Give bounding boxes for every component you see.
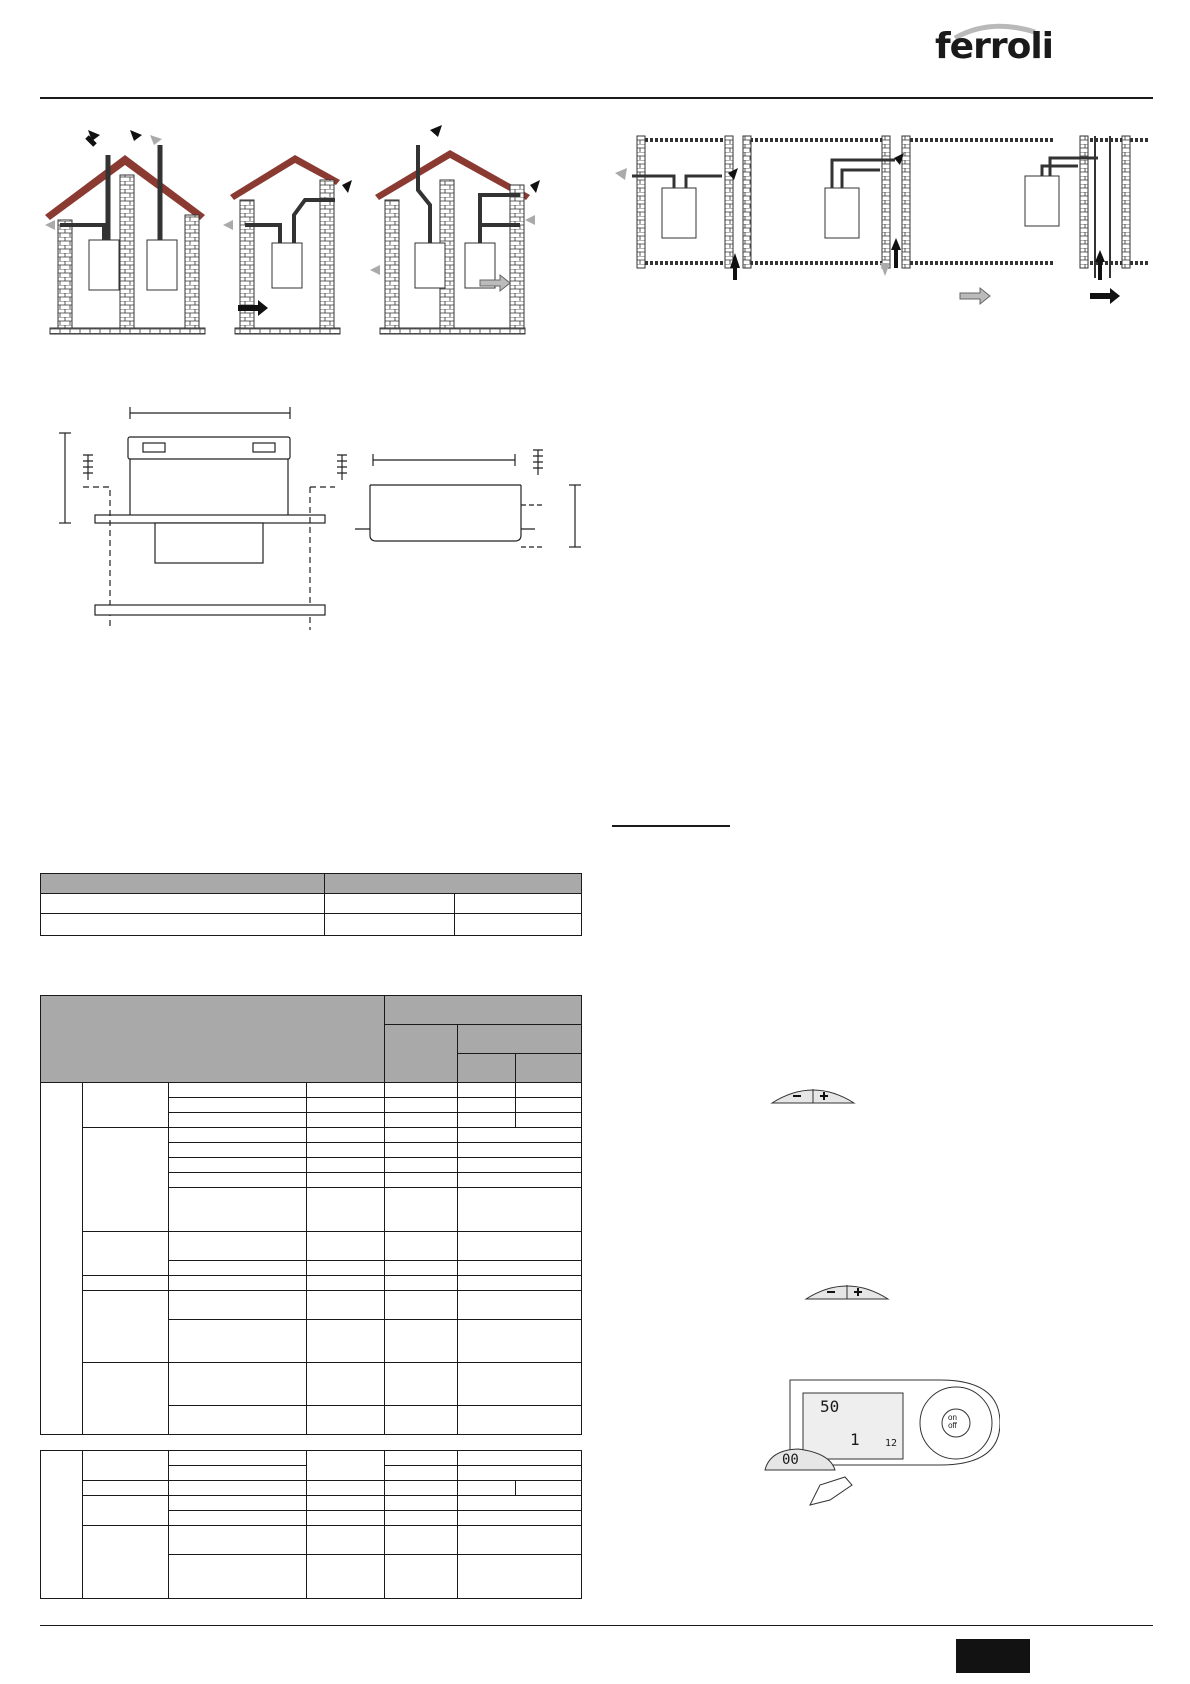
small-table-cell (325, 894, 455, 914)
large-table-cell (169, 1113, 307, 1128)
large-table-cell (385, 1158, 458, 1173)
minus-plus-button-2[interactable] (804, 1279, 890, 1301)
house-b (223, 155, 352, 334)
large-table-cell (307, 1363, 385, 1406)
large-table-header-cell (41, 996, 385, 1083)
large-table-cell (385, 1466, 458, 1481)
large-table-cell (458, 1481, 516, 1496)
large-table-cell (83, 1291, 169, 1363)
hand-pointer-icon (810, 1477, 852, 1505)
large-table-cell (169, 1173, 307, 1188)
footer-rule (40, 1625, 1153, 1626)
large-table-cell (83, 1526, 169, 1599)
large-table-cell (385, 1406, 458, 1435)
large-table-cell (458, 1363, 582, 1406)
large-table-cell (169, 1261, 307, 1276)
large-table-cell (516, 1481, 582, 1496)
large-table-cell (307, 1128, 385, 1143)
large-table-cell (83, 1276, 169, 1291)
large-table-cell (83, 1496, 169, 1526)
small-table-header-cell (325, 874, 582, 894)
large-table-cell (169, 1466, 307, 1481)
display-readout-mid: 1 (850, 1430, 860, 1449)
brand-logo (935, 22, 1053, 72)
large-table-cell (458, 1466, 582, 1481)
section-heading-underline (612, 825, 730, 827)
small-table-cell (41, 894, 325, 914)
header-rule (40, 97, 1153, 99)
large-table-cell (307, 1555, 385, 1599)
control-panel-figure (760, 1375, 1000, 1515)
large-table-cell (385, 1291, 458, 1320)
small-table-cell (325, 914, 455, 936)
large-table-cell (385, 1173, 458, 1188)
large-table-cell (307, 1511, 385, 1526)
large-table-cell (385, 1232, 458, 1261)
large-table-cell (458, 1526, 582, 1555)
large-table-cell (169, 1496, 307, 1511)
large-table-cell (169, 1083, 307, 1098)
large-table-cell (385, 1098, 458, 1113)
large-table-cell (458, 1188, 582, 1232)
flue-installation-figure (40, 125, 580, 345)
large-table-cell (307, 1481, 385, 1496)
large-table-cell (169, 1511, 307, 1526)
large-table-header-cell (385, 996, 582, 1025)
large-table-cell (169, 1555, 307, 1599)
large-table-cell (307, 1113, 385, 1128)
large-table-cell (169, 1320, 307, 1363)
language-tab (956, 1639, 1030, 1673)
large-table-cell (516, 1098, 582, 1113)
large-table-cell (307, 1158, 385, 1173)
large-table-cell (169, 1128, 307, 1143)
large-table-cell (169, 1143, 307, 1158)
display-readout-left: 00 (782, 1452, 799, 1468)
small-table (40, 873, 582, 936)
small-table-cell (455, 894, 582, 914)
large-table-cell (458, 1261, 582, 1276)
large-table (40, 995, 582, 1435)
large-table-cell (307, 1291, 385, 1320)
large-table-cell (385, 1083, 458, 1098)
large-table-cell (169, 1526, 307, 1555)
large-table-cell (307, 1496, 385, 1511)
large-table-cell (169, 1158, 307, 1173)
large-table-cell (83, 1481, 169, 1496)
large-table-cell (458, 1555, 582, 1599)
wall-flue-figure (610, 128, 1155, 308)
large-table-cell (169, 1276, 307, 1291)
minus-icon (793, 1095, 801, 1097)
large-table-cell (458, 1098, 516, 1113)
large-table-cell (458, 1128, 582, 1143)
large-table-cell (385, 1481, 458, 1496)
large-table-cell (385, 1188, 458, 1232)
large-table-cell (458, 1113, 516, 1128)
minus-icon (827, 1291, 835, 1293)
large-table-cell (307, 1188, 385, 1232)
large-table-cell (458, 1406, 582, 1435)
large-table-cell (307, 1320, 385, 1363)
large-table-cell (458, 1291, 582, 1320)
on-off-button[interactable]: on off (948, 1413, 957, 1430)
mounting-bracket-figure (55, 405, 595, 630)
large-table-cell (169, 1363, 307, 1406)
large-table-cell (458, 1276, 582, 1291)
house-c (370, 125, 540, 334)
large-table-cell (169, 1098, 307, 1113)
large-table-cell (458, 1173, 582, 1188)
large-table-cell (385, 1526, 458, 1555)
large-table-header-cell (458, 1054, 516, 1083)
large-table-cell (307, 1261, 385, 1276)
large-table-cell (41, 1451, 83, 1599)
large-table-cell (83, 1128, 169, 1232)
large-table-header-cell (458, 1025, 582, 1054)
small-table-header-cell (41, 874, 325, 894)
large-table-continued (40, 1450, 582, 1599)
large-table-cell (458, 1511, 582, 1526)
large-table-cell (385, 1261, 458, 1276)
large-table-cell (385, 1143, 458, 1158)
large-table-cell (458, 1083, 516, 1098)
large-table-cell (458, 1320, 582, 1363)
large-table-cell (458, 1451, 582, 1466)
large-table-cell (385, 1128, 458, 1143)
large-table-cell (307, 1173, 385, 1188)
minus-plus-button-1[interactable] (770, 1083, 856, 1105)
large-table-cell (307, 1276, 385, 1291)
large-table-cell (385, 1363, 458, 1406)
large-table-cell (169, 1451, 307, 1466)
large-table-cell (385, 1496, 458, 1511)
large-table-cell (385, 1555, 458, 1599)
house-a (45, 130, 205, 334)
large-table-cell (307, 1232, 385, 1261)
large-table-cell (516, 1113, 582, 1128)
large-table-header-cell (385, 1025, 458, 1083)
large-table-cell (169, 1406, 307, 1435)
large-table-cell (83, 1363, 169, 1435)
large-table-cell (385, 1276, 458, 1291)
large-table-cell (307, 1083, 385, 1098)
brand-name: ferroli (935, 26, 1053, 67)
large-table-cell (385, 1451, 458, 1466)
large-table-cell (307, 1143, 385, 1158)
large-table-cell (83, 1083, 169, 1128)
large-table-cell (307, 1451, 385, 1481)
large-table-cell (41, 1083, 83, 1435)
large-table-cell (458, 1496, 582, 1511)
large-table-cell (385, 1511, 458, 1526)
large-table-cell (169, 1188, 307, 1232)
large-table-cell (169, 1291, 307, 1320)
small-table-cell (455, 914, 582, 936)
small-table-cell (41, 914, 325, 936)
large-table-cell (307, 1406, 385, 1435)
display-readout-top: 50 (820, 1397, 840, 1416)
large-table-cell (385, 1113, 458, 1128)
large-table-cell (385, 1320, 458, 1363)
display-readout-small: 12 (885, 1438, 898, 1449)
large-table-cell (307, 1526, 385, 1555)
large-table-cell (169, 1481, 307, 1496)
large-table-header-cell (516, 1054, 582, 1083)
large-table-cell (458, 1143, 582, 1158)
large-table-cell (83, 1232, 169, 1276)
large-table-cell (516, 1083, 582, 1098)
large-table-cell (458, 1158, 582, 1173)
large-table-cell (307, 1098, 385, 1113)
large-table-cell (83, 1451, 169, 1481)
large-table-cell (169, 1232, 307, 1261)
large-table-cell (458, 1232, 582, 1261)
